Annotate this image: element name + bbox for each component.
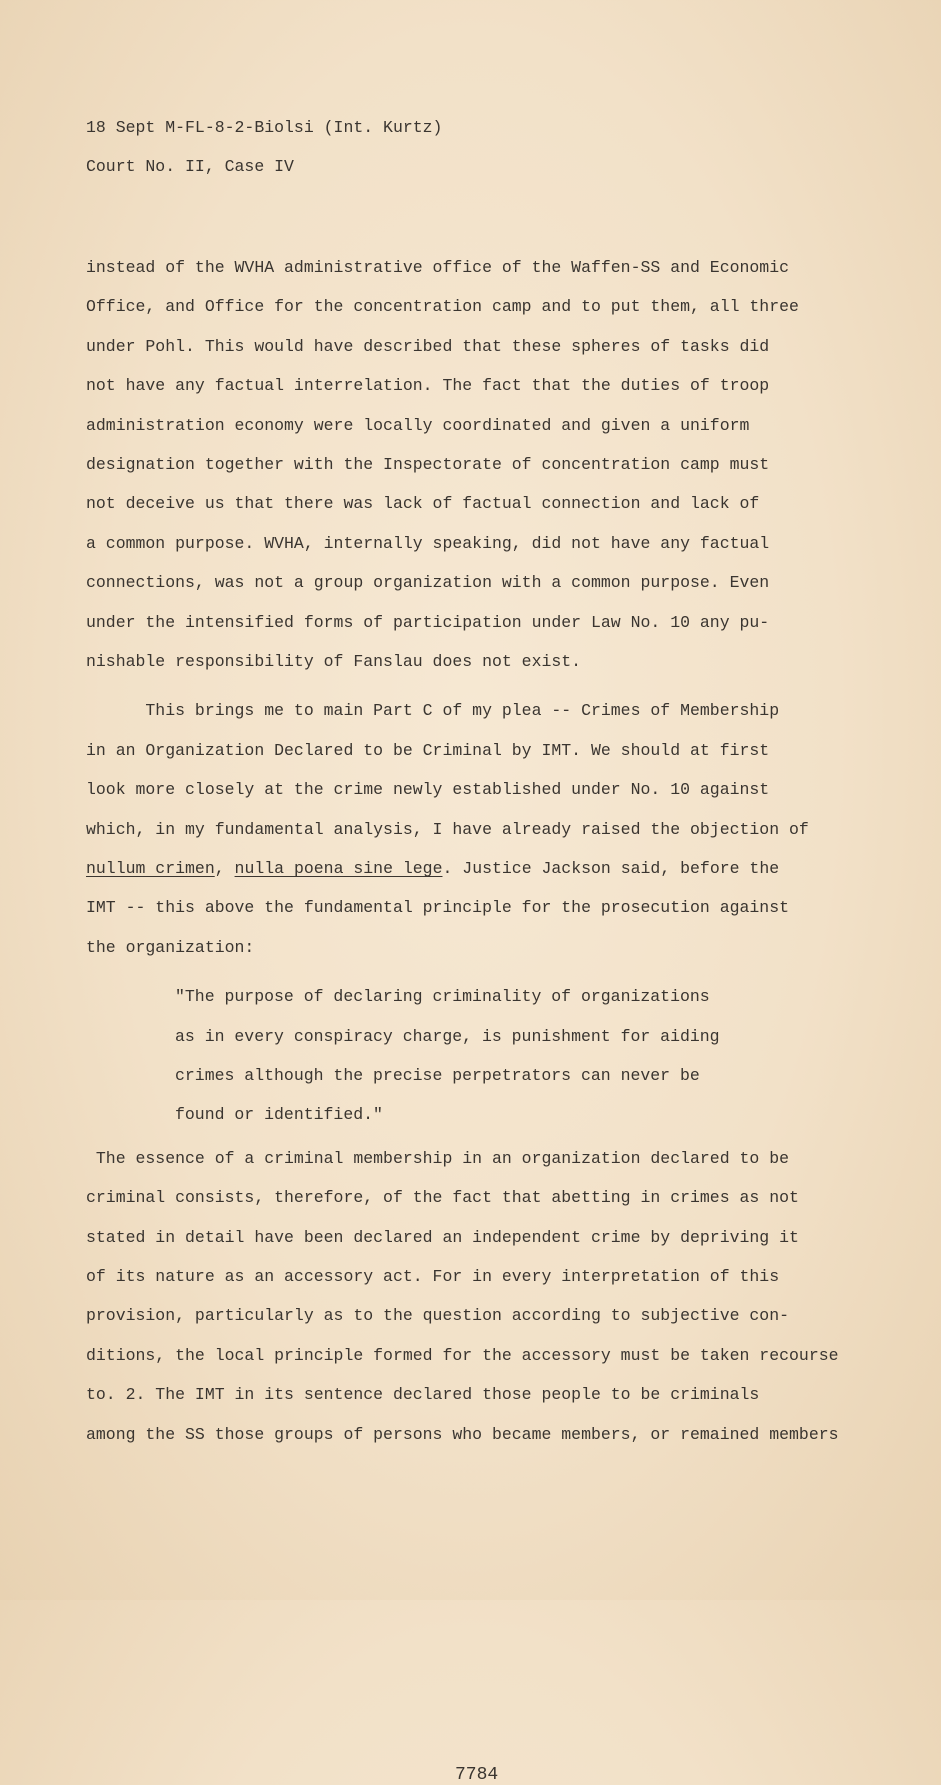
underlined-citation-line — [86, 859, 779, 879]
text-line: of its nature as an accessory act. For in every interpretation of this — [86, 1267, 780, 1286]
text-line: IMT -- this above the fundamental principle for the prosecution against — [86, 898, 790, 918]
text-line: not have any factual interrelation. The fact that the duties of troop — [86, 376, 770, 396]
page-number: 7784 — [455, 1765, 499, 1785]
underlined-text: nullum crimen — [86, 859, 215, 878]
text-line: stated in detail have been declared an independent crime by depriving it — [86, 1227, 799, 1247]
text-line: Office, and Office for the concentration camp and to put them, all three — [86, 297, 799, 317]
text-line: which, in my fundamental analysis, I have already raised the objection of — [86, 819, 809, 839]
text-line: in an Organization Declared to be Criminal by IMT. We should at first — [86, 740, 770, 760]
quote-line: "The purpose of declaring criminality of organizations — [175, 987, 710, 1007]
text-line: designation together with the Inspectorate of concentration camp must — [86, 455, 770, 474]
text-line: administration economy were locally coordinated and given a uniform — [86, 415, 750, 435]
quote-line: as in every conspiracy charge, is punishment for aiding — [175, 1026, 720, 1046]
text-line: to. 2. The IMT in its sentence declared those people to be criminals — [86, 1385, 760, 1405]
text-line: provision, particularly as to the question according to subjective con- — [86, 1306, 790, 1326]
text-line: a common purpose. WVHA, internally speaking, did not have any factual — [86, 533, 770, 553]
text-line: The essence of a criminal membership in an organization declared to be — [86, 1148, 790, 1168]
text-line: the organization: — [86, 937, 255, 957]
text-line: criminal consists, therefore, of the fact that abetting in crimes as not — [86, 1188, 799, 1208]
text-segment: . Justice Jackson said, before the — [442, 859, 780, 878]
quote-line: found or identified." — [175, 1105, 383, 1125]
text-line: look more closely at the crime newly established under No. 10 against — [86, 780, 770, 800]
text-line: connections, was not a group organization with a common purpose. Even — [86, 573, 770, 593]
header-court: Court No. II, Case IV — [86, 157, 294, 176]
text-line: not deceive us that there was lack of factual connection and lack of — [86, 494, 760, 514]
text-line: ditions, the local principle formed for the accessory must be taken recourse — [86, 1345, 839, 1365]
text-line: under the intensified forms of participation under Law No. 10 any pu- — [86, 612, 770, 632]
underlined-text: nulla poena sine lege — [234, 859, 443, 878]
quote-line: crimes although the precise perpetrators can never be — [175, 1066, 700, 1085]
text-line: instead of the WVHA administrative office of the Waffen-SS and Economic — [86, 258, 790, 277]
text-line: nishable responsibility of Fanslau does not exist. — [86, 652, 582, 671]
header-reference: 18 Sept M-FL-8-2-Biolsi (Int. Kurtz) — [86, 118, 443, 137]
text-line: among the SS those groups of persons who became members, or remained members — [86, 1424, 839, 1444]
text-line: under Pohl. This would have described that these spheres of tasks did — [86, 336, 770, 356]
text-segment: , — [214, 859, 235, 878]
text-line: This brings me to main Part C of my plea -- Crimes of Membership — [86, 701, 780, 721]
